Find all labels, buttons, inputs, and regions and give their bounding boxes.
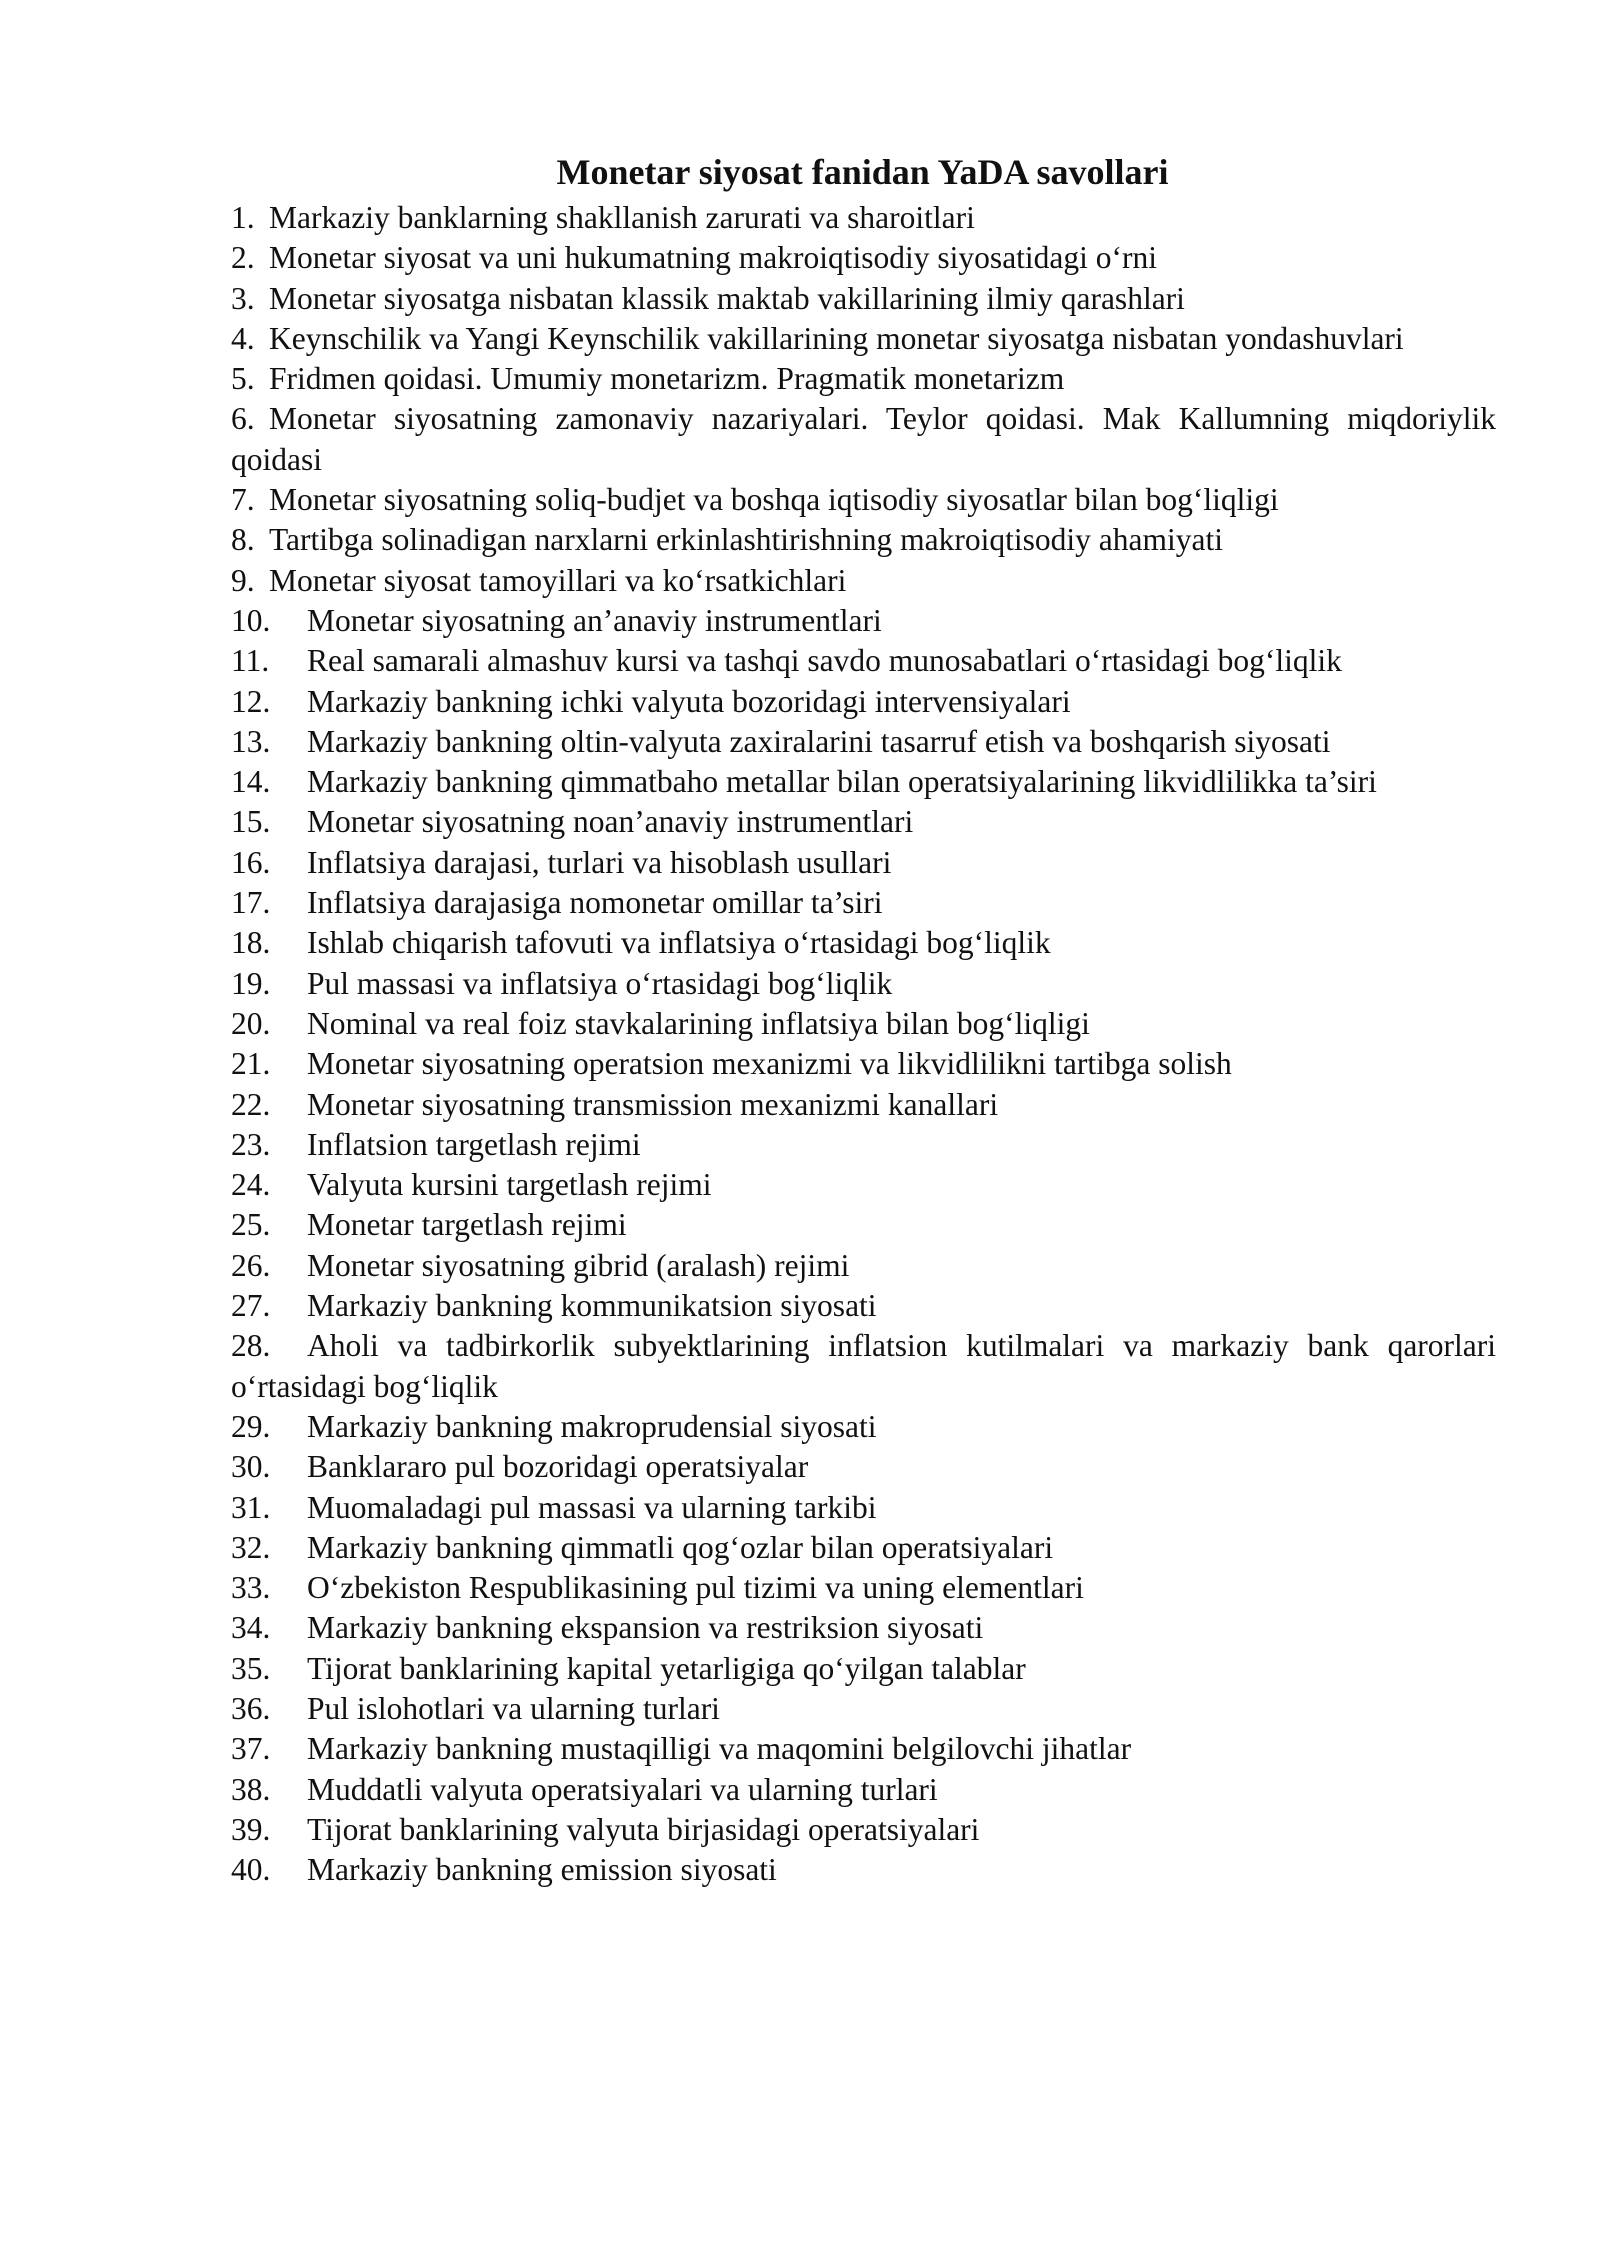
question-text: Ishlab chiqarish tafovuti va inflatsiya o‘rtasidagi bog‘liqlik [307,925,1051,961]
question-number: 31. [231,1489,271,1525]
question-item [231,1044,1496,1084]
question-number: 5. [231,361,255,397]
question-number: 4. [231,320,255,356]
question-text: Pul islohotlari va ularning turlari [307,1690,720,1726]
question-number: 40. [231,1852,271,1888]
question-number: 32. [231,1529,271,1565]
question-number: 28. [231,1328,271,1364]
question-text: Monetar siyosatning noan’anaviy instrumentlari [307,804,914,840]
question-item [231,279,1496,319]
question-item [231,1770,1496,1810]
question-number: 2. [231,240,255,276]
document-title: Monetar siyosat fanidan YaDA savollari [556,152,1169,192]
question-text: Aholi va tadbirkorlik subyektlarining inflatsion kutilmalari va markaziy bank qarorlari o‘rtasidagi bog‘liqlik [231,1328,1496,1404]
question-text: Markaziy banklarning shakllanish zarurati va sharoitlari [269,200,975,235]
question-item [231,1568,1496,1608]
question-text: Monetar siyosatning gibrid (aralash) rejimi [307,1247,850,1283]
question-number: 39. [231,1811,271,1847]
question-text: Monetar siyosat va uni hukumatning makroiqtisodiy siyosatidagi o‘rni [269,240,1158,276]
question-number: 8. [231,522,255,558]
question-item [231,238,1496,278]
question-number: 22. [231,1086,271,1122]
question-item [231,1488,1496,1528]
question-number: 20. [231,1005,271,1041]
question-text: Real samarali almashuv kursi va tashqi savdo munosabatlari o‘rtasidagi bog‘liqlik [307,643,1342,679]
question-item [231,1286,1496,1326]
question-item [231,1810,1496,1850]
question-text: Monetar siyosatning soliq-budjet va boshqa iqtisodiy siyosatlar bilan bog‘liqligi [269,482,1279,518]
question-item [231,1407,1496,1447]
question-number: 9. [231,562,255,598]
question-item [231,480,1496,520]
question-text: Markaziy bankning qimmatli qog‘ozlar bilan operatsiyalari [307,1529,1054,1565]
question-item [231,964,1496,1004]
question-item [231,923,1496,963]
question-text: Markaziy bankning kommunikatsion siyosati [307,1288,877,1324]
question-number: 37. [231,1731,271,1767]
question-text: Markaziy bankning oltin-valyuta zaxiralarini tasarruf etish va boshqarish siyosati [307,723,1331,759]
question-text: Monetar siyosatning operatsion mexanizmi va likvidlilikni tartibga solish [307,1046,1232,1082]
question-item [231,843,1496,883]
question-item [231,802,1496,842]
question-text: Muomaladagi pul massasi va ularning tarkibi [307,1489,877,1525]
question-item [231,1125,1496,1165]
question-text: Monetar siyosatning zamonaviy nazariyalari. Teylor qoidasi. Mak Kallumning miqdoriylik qoidasi [231,401,1496,477]
question-number: 13. [231,723,271,759]
question-text: Muddatli valyuta operatsiyalari va ularning turlari [307,1771,938,1807]
question-text: Keynschilik va Yangi Keynschilik vakillarining monetar siyosatga nisbatan yondashuvlari [269,320,1404,356]
question-number: 33. [231,1570,271,1606]
question-number: 24. [231,1167,271,1203]
question-item [231,319,1496,359]
question-item [231,1689,1496,1729]
question-number: 1. [231,200,255,235]
question-number: 25. [231,1207,271,1243]
question-text: Tijorat banklarining valyuta birjasidagi operatsiyalari [307,1811,980,1847]
question-item [231,1447,1496,1487]
question-text: Inflatsiya darajasiga nomonetar omillar ta’siri [307,885,883,921]
question-number: 27. [231,1288,271,1324]
question-text: Markaziy bankning qimmatbaho metallar bilan operatsiyalarining likvidlilikka ta’siri [307,764,1377,800]
question-text: Markaziy bankning ichki valyuta bozoridagi intervensiyalari [307,683,1071,719]
question-number: 38. [231,1771,271,1807]
question-text: Banklararo pul bozoridagi operatsiyalar [307,1449,809,1485]
question-item [231,520,1496,560]
question-text: Monetar targetlash rejimi [307,1207,627,1243]
question-item [231,682,1496,722]
question-number: 29. [231,1408,271,1444]
question-item [231,1608,1496,1648]
question-item [231,1165,1496,1205]
question-number: 15. [231,804,271,840]
question-item [231,1729,1496,1769]
question-number: 35. [231,1650,271,1686]
question-item [231,1528,1496,1568]
question-item [231,1326,1496,1407]
question-item [231,359,1496,399]
question-text: Monetar siyosatning transmission mexanizmi kanallari [307,1086,999,1122]
question-number: 18. [231,925,271,961]
question-number: 16. [231,844,271,880]
question-number: 19. [231,965,271,1001]
question-number: 12. [231,683,271,719]
question-text: Fridmen qoidasi. Umumiy monetarizm. Pragmatik monetarizm [269,361,1065,397]
question-item [231,561,1496,601]
question-list [231,198,1496,1890]
question-text: Nominal va real foiz stavkalarining inflatsiya bilan bog‘liqligi [307,1005,1090,1041]
question-number: 30. [231,1449,271,1485]
question-number: 7. [231,482,255,518]
question-text: Monetar siyosatning an’anaviy instrumentlari [307,602,882,638]
question-number: 14. [231,764,271,800]
question-number: 10. [231,602,271,638]
question-text: Markaziy bankning makroprudensial siyosati [307,1408,877,1444]
question-item [231,198,1496,238]
question-item [231,1850,1496,1890]
question-text: Valyuta kursini targetlash rejimi [307,1167,712,1203]
question-text: Monetar siyosat tamoyillari va ko‘rsatkichlari [269,562,847,598]
question-number: 34. [231,1610,271,1646]
question-number: 23. [231,1126,271,1162]
question-text: Pul massasi va inflatsiya o‘rtasidagi bog‘liqlik [307,965,893,1001]
question-text: Monetar siyosatga nisbatan klassik maktab vakillarining ilmiy qarashlari [269,280,1185,316]
question-item [231,883,1496,923]
question-text: Markaziy bankning ekspansion va restriksion siyosati [307,1610,984,1646]
question-item [231,762,1496,802]
question-text: O‘zbekiston Respublikasining pul tizimi va uning elementlari [307,1570,1084,1606]
question-number: 17. [231,885,271,921]
question-number: 11. [231,643,270,679]
question-text: Inflatsion targetlash rejimi [307,1126,641,1162]
question-item [231,1004,1496,1044]
question-item [231,1649,1496,1689]
question-item [231,641,1496,681]
question-number: 36. [231,1690,271,1726]
question-text: Markaziy bankning mustaqilligi va maqomini belgilovchi jihatlar [307,1731,1132,1767]
question-item [231,1085,1496,1125]
question-item [231,722,1496,762]
question-text: Markaziy bankning emission siyosati [307,1852,777,1888]
question-text: Tartibga solinadigan narxlarni erkinlashtirishning makroiqtisodiy ahamiyati [269,522,1223,558]
question-item [231,1246,1496,1286]
question-text: Inflatsiya darajasi, turlari va hisoblash usullari [307,844,892,880]
question-number: 6. [231,401,255,437]
question-item [231,1205,1496,1245]
question-number: 21. [231,1046,271,1082]
question-text: Tijorat banklarining kapital yetarligiga qo‘yilgan talablar [307,1650,1026,1686]
question-number: 26. [231,1247,271,1283]
question-item [231,399,1496,480]
question-number: 3. [231,280,255,316]
question-item [231,601,1496,641]
